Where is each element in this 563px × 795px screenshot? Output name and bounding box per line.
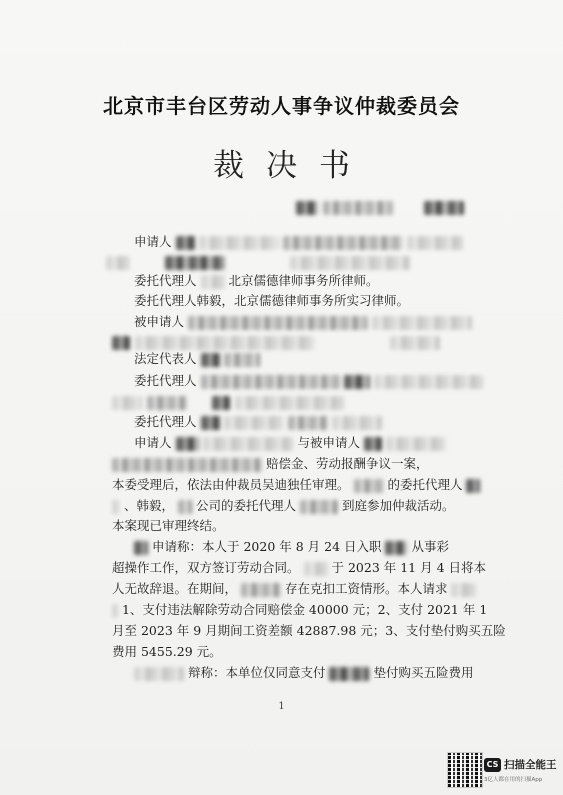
line-agent-1: 委托代理人 北京儒德律师事务所律师。 (134, 273, 379, 288)
scanner-tagline: 3亿人都在用的扫描App (484, 777, 543, 783)
line-respondent: 被申请人 (134, 313, 472, 331)
line-applicant (134, 233, 463, 251)
line-agent-4: 委托代理人 (134, 413, 382, 431)
scanner-watermark (447, 752, 559, 792)
cs-logo-icon: CS (484, 758, 501, 772)
line-claim-1: 申请称：本人于 2020 年 8 月 24 日入职 从事彩 (134, 538, 449, 556)
line-claim-4: 1、支付违法解除劳动合同赔偿金 40000 元；2、支付 2021 年 1 (112, 601, 487, 619)
line-claim-3: 人无故辞退。在期间， 存在克扣工资情形。本人请求 (112, 580, 477, 598)
line-defense: 辩称：本单位仅同意支付 垫付购买五险费用 (134, 664, 473, 682)
line-agent-2: 委托代理人韩毅，北京儒德律师事务所实习律师。 (134, 293, 410, 308)
redacted-text (176, 236, 196, 250)
redacted-block (112, 332, 440, 351)
line-claim-6: 费用 5455.29 元。 (112, 644, 222, 659)
line-legal-rep: 法定代表人 (134, 350, 260, 368)
line-agent-3: 委托代理人 (134, 372, 484, 390)
document-subtitle: 裁决书 (213, 148, 372, 184)
qr-code-icon (447, 752, 483, 788)
applicant-label: 申请人 (134, 234, 172, 249)
redacted-block (296, 197, 464, 216)
line-claim-5: 月至 2023 年 9 月期间工资差额 42887.98 元；3、支付垫付购买五险 (112, 623, 506, 638)
line-parties: 申请人 与被申请人 (134, 434, 446, 452)
redacted-block (112, 392, 345, 411)
line-case-type: 赔偿金、劳动报酬争议一案， (112, 455, 429, 473)
line-attendance: 、韩毅， 公司的委托代理人 到庭参加仲裁活动。 (112, 497, 454, 515)
line-acceptance: 本委受理后，依法由仲裁员吴迪独任审理。 的委托代理人 (112, 476, 480, 494)
page-number: 1 (278, 701, 285, 712)
document-title: 北京市丰台区劳动人事争议仲裁委员会 (103, 94, 460, 118)
line-claim-2: 超操作工作，双方签订劳动合同。 于 2023 年 11 月 4 日将本 (112, 560, 486, 575)
redacted-block (106, 252, 410, 271)
scanner-app-name: 扫描全能王 (504, 759, 557, 771)
line-concluded: 本案现已审理终结。 (112, 518, 225, 533)
